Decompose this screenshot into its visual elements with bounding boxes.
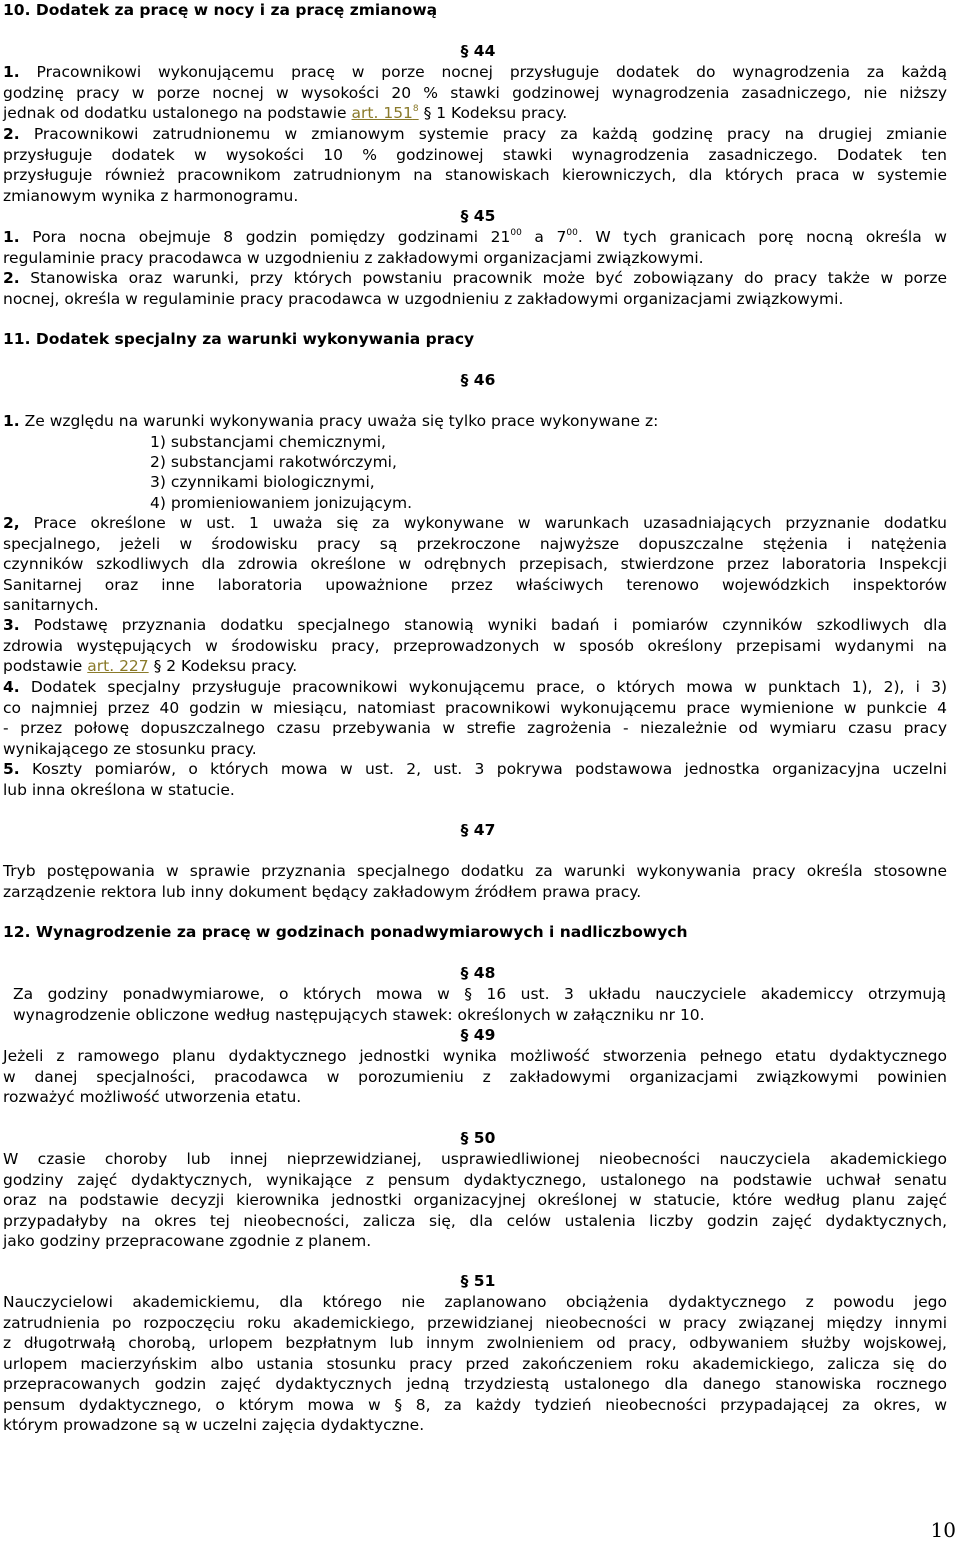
- text-line: przysługuje dodatek w wysokości 10 % godzinowej stawki wynagrodzenia zasadniczego. Dodatek ten: [3, 145, 947, 164]
- page-number: 10: [930, 1518, 956, 1542]
- text-line: zdrowia występujących w środowisku pracy, przeprowadzonych w sposób określony przepisami wydanymi na: [3, 636, 947, 655]
- text-line: Podstawę przyznania dodatku specjalnego stanowią wyniki badań i pomiarów czynników szkodliwych dla: [33, 616, 947, 634]
- text-line: Sanitarnej oraz inne laboratoria upoważnione przez właściwych terenowo wojewódzkich inspektorów: [3, 575, 947, 594]
- paragraph-marker-46: § 46: [460, 371, 496, 389]
- text-line: Pracownikowi zatrudnionemu w zmianowym systemie pracy za każdą godzinę pracy na drugiej zmianie: [33, 125, 947, 143]
- paragraph-45-1: 1. Pora nocna obejmuje 8 godzin pomiędzy godzinami $21^{00}$ a $7^{00}$. W tych granicach porę nocną określa w regulaminie pracy pracodawca w uzgodnieniu z zakładowymi organizacjami związkowymi.: [3, 228, 947, 267]
- list-item: 2) substancjami rakotwórczymi,: [150, 453, 397, 471]
- text-line: godziny zajęć dydaktycznych, wynikające z pensum dydaktycznego, ustalonego na podstawie uchwał senatu: [3, 1170, 947, 1189]
- law-article-link[interactable]: art. 227: [87, 657, 149, 675]
- text-line: pensum dydaktycznego, o którym mowa w § 8, za każdy tydzień nieobecności przypadającej za okres, w: [3, 1395, 947, 1414]
- text-line: w danej specjalności, pracodawca w porozumieniu z zakładowymi organizacjami związkowymi powinien: [3, 1067, 947, 1086]
- law-article-link[interactable]: art. $151^8$: [351, 104, 419, 122]
- paragraph-46-5: [3, 759, 947, 800]
- text-line: - przez połowę dopuszczalnego czasu przebywania w strefie zagrożenia - niezależnie od wymiaru czasu pracy: [3, 719, 947, 737]
- text-line: oraz na podstawie decyzji kierownika jednostki organizacyjnej określonej w statucie, które według planu zajęć: [3, 1191, 947, 1209]
- text-line: § 1 Kodeksu pracy.: [418, 104, 568, 122]
- text-line: Za godziny ponadwymiarowe, o których mowa w § 16 ust. 3 układu nauczyciele akademiccy otrzymują: [13, 985, 946, 1003]
- point-number: 1.: [3, 63, 20, 81]
- text-line: przysługuje również pracownikom zatrudnionym na stanowiskach kierowniczych, dla których praca w systemie: [3, 166, 947, 184]
- paragraph-51: [3, 1292, 947, 1436]
- text-line: lub inna określona w statucie.: [3, 780, 235, 799]
- text-line: zmianowym wynika z harmonogramu.: [3, 186, 299, 205]
- point-number: 1.: [3, 228, 20, 246]
- text-line: Ze względu na warunki wykonywania pracy uważa się tylko prace wykonywane z:: [24, 412, 659, 430]
- paragraph-marker-44: § 44: [460, 42, 496, 60]
- text-line: wynagrodzenie obliczone według następujących stawek: określonych w załączniku nr 10.: [13, 1005, 705, 1024]
- paragraph-50: [3, 1149, 947, 1252]
- text-line: Prace określone w ust. 1 uważa się za wykonywane w warunkach uzasadniających przyznanie dodatku: [33, 514, 947, 532]
- point-number: 5.: [3, 760, 20, 778]
- text-line: godzinę pracy w porze nocnej w wysokości 20 % stawki godzinowej wynagrodzenia zasadniczego, nie niższy: [3, 83, 947, 102]
- text-line: przepracowanych godzin zajęć dydaktycznych jedną trzydziestą ustalonego dla danego stanowiska rocznego: [3, 1375, 947, 1393]
- paragraph-marker-49: § 49: [460, 1026, 496, 1044]
- text-line: W czasie choroby lub innej nieprzewidzianej, usprawiedliwionej nieobecności nauczyciela akademickiego: [3, 1150, 947, 1168]
- paragraph-44-2: [3, 124, 947, 206]
- text-line: specjalnego, jeżeli w środowisku pracy są przekroczone najwyższe dopuszczalne stężenia i natężenia: [3, 534, 947, 553]
- point-number: 4.: [3, 678, 20, 696]
- text-line: Koszty pomiarów, o których mowa w ust. 2, ust. 3 pokrywa podstawowa jednostka organizacyjna uczelni: [32, 760, 947, 778]
- point-number: 2.: [3, 269, 20, 287]
- paragraph-marker-47: § 47: [460, 821, 496, 839]
- paragraph-49: [3, 1046, 947, 1108]
- paragraph-44-1: [3, 62, 947, 124]
- section-heading-10: 10. Dodatek za pracę w nocy i za pracę zmianową: [3, 1, 438, 19]
- text-line: co najmniej przez 40 godzin w miesiącu, natomiast pracownikowi wykonującemu prace wymienione w punkcie 4: [3, 698, 947, 717]
- text-line: Pracownikowi wykonującemu pracę w porze nocnej przysługuje dodatek do wynagrodzenia za każdą: [36, 63, 947, 81]
- text-line: Jeżeli z ramowego planu dydaktycznego jednostki wynika możliwość stworzenia pełnego etatu dydaktycznego: [3, 1047, 947, 1065]
- paragraph-46-3: 3. Podstawę przyznania dodatku specjalnego stanowią wyniki badań i pomiarów czynników szkodliwych dla zdrowia występujących w środowisku pracy, przeprowadzonych w sposób określony przepisami wydanymi na podstawie art. 227 § 2 Kodeksu pracy.: [3, 616, 947, 675]
- point-number: 3.: [3, 616, 20, 634]
- paragraph-45-2: [3, 268, 947, 309]
- paragraph-46-4: [3, 677, 947, 759]
- text-line: którym prowadzone są w uczelni zajęcia dydaktyczne.: [3, 1416, 425, 1434]
- text-line: zatrudnienia po rozpoczęciu roku akademickiego, przewidzianej nieobecności w pracy związanej między innymi: [3, 1313, 947, 1332]
- text-line: z długotrwałą chorobą, urlopem bezpłatnym lub innym zwolnieniem od pracy, odbywaniem służby wojskowej,: [3, 1334, 947, 1352]
- text-line: Stanowiska oraz warunki, przy których powstaniu pracownik może być zobowiązany do pracy także w porze: [30, 269, 947, 287]
- text-line: rozważyć możliwość utworzenia etatu.: [3, 1088, 302, 1106]
- point-number: 1.: [3, 412, 20, 430]
- paragraph-46-1: [3, 411, 947, 432]
- list-item: 1) substancjami chemicznymi,: [150, 433, 386, 451]
- text-line: wynikającego ze stosunku pracy.: [3, 739, 257, 758]
- point-number: 2.: [3, 125, 20, 143]
- text-line: urlopem macierzyńskim albo ustania stosunku pracy przed zakończeniem roku akademickiego, zalicza się do: [3, 1354, 947, 1373]
- text-line: przypadałyby na okres tej nieobecności, zalicza się, dla celów ustalenia liczby godzin zajęć dydaktycznych,: [3, 1211, 947, 1230]
- list-item: 3) czynnikami biologicznymi,: [150, 473, 375, 491]
- paragraph-marker-45: § 45: [460, 207, 496, 225]
- text-line: jako godziny przepracowane zgodnie z planem.: [3, 1232, 372, 1250]
- text-line: regulaminie pracy pracodawca w uzgodnieniu z zakładowymi organizacjami związkowymi.: [3, 248, 704, 267]
- text-line: nocnej, określa w regulaminie pracy pracodawca w uzgodnieniu z zakładowymi organizacjami związkowymi.: [3, 289, 844, 308]
- text-line: sanitarnych.: [3, 596, 99, 614]
- section-heading-12: 12. Wynagrodzenie za pracę w godzinach ponadwymiarowych i nadliczbowych: [3, 923, 688, 941]
- paragraph-marker-48: § 48: [460, 964, 496, 982]
- text-line: jednak od dodatku ustalonego na podstawie: [3, 104, 352, 122]
- paragraph-46-2: [3, 513, 947, 616]
- paragraph-48: [13, 984, 946, 1025]
- list-item: 4) promieniowaniem jonizującym.: [150, 494, 413, 512]
- text-line: czynników szkodliwych dla zdrowia określone w odrębnych przepisach, stwierdzone przez laboratoria Inspekcji: [3, 555, 947, 573]
- text-line: Nauczycielowi akademickiemu, dla którego nie zaplanowano obciążenia dydaktycznego z powodu jego: [3, 1293, 947, 1311]
- text-line: Dodatek specjalny przysługuje pracownikowi wykonującemu prace, o których mowa w punktach 1), 2), i 3): [30, 678, 947, 696]
- paragraph-marker-51: § 51: [460, 1272, 496, 1290]
- text-line: zarządzenie rektora lub inny dokument będący zakładowym źródłem prawa pracy.: [3, 882, 642, 901]
- section-heading-11: 11. Dodatek specjalny za warunki wykonywania pracy: [3, 330, 475, 348]
- text-line: Tryb postępowania w sprawie przyznania specjalnego dodatku za warunki wykonywania pracy określa stosowne: [3, 862, 947, 880]
- point-number: 2,: [3, 514, 20, 532]
- paragraph-47: [3, 861, 947, 902]
- paragraph-marker-50: § 50: [460, 1129, 496, 1147]
